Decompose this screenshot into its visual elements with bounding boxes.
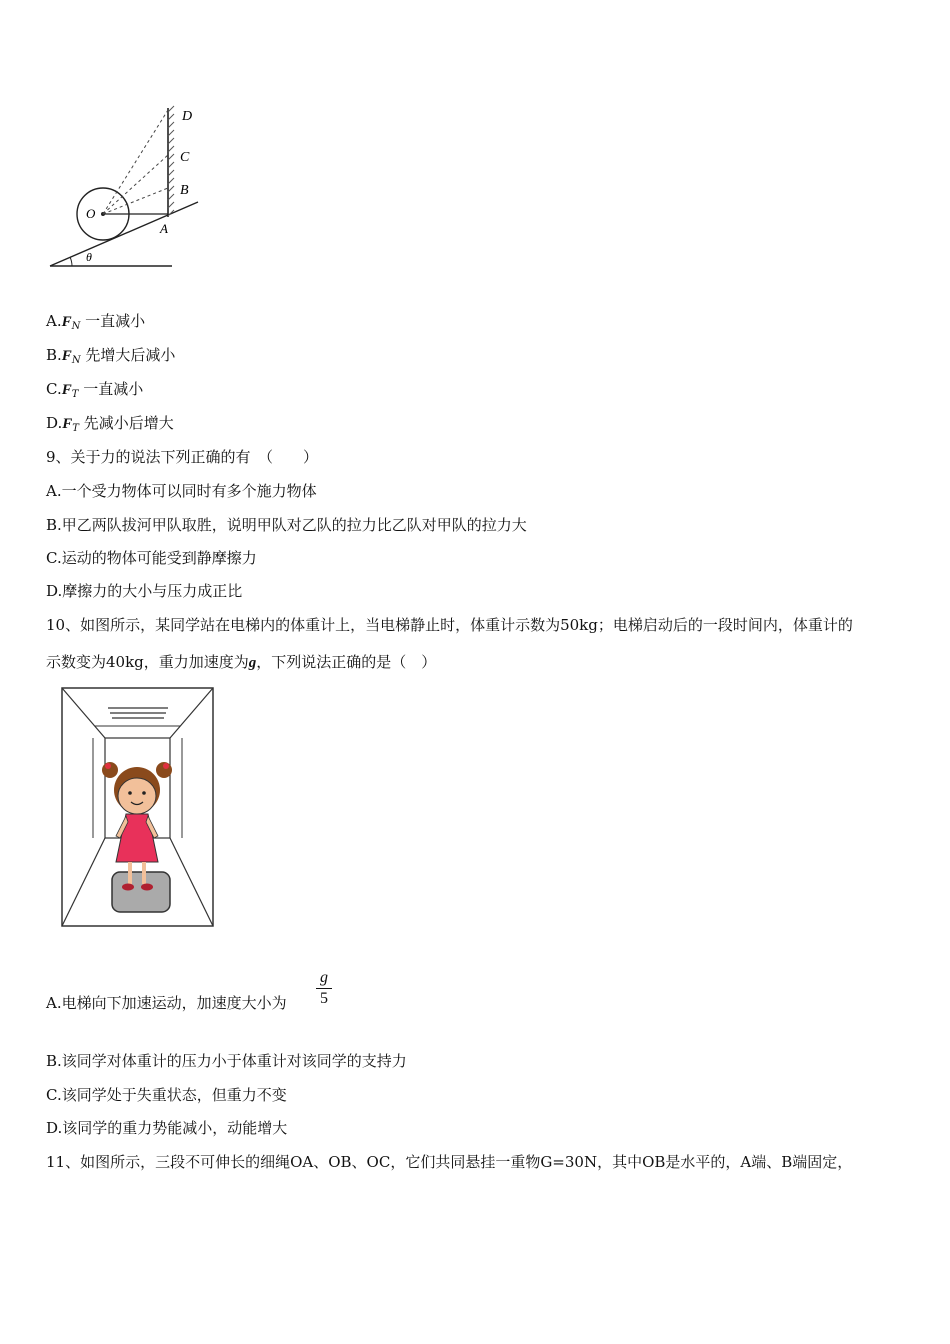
q9-option-a: A.一个受力物体可以同时有多个施力物体 [46, 482, 317, 500]
q8-option-c: $C.F_T$ 一直减小 [46, 380, 144, 400]
q8-option-b: $B.F_N$ 先增大后减小 [46, 346, 176, 366]
q8-option-a: $A.F_N$ 一直减小 [46, 312, 146, 332]
fraction-g-over-5: $\frac{g}{5}$ [316, 968, 332, 1009]
label-theta: θ [86, 250, 92, 264]
q10-option-a: A.电梯向下加速运动，加速度大小为 [46, 994, 287, 1012]
q9-option-c: C.运动的物体可能受到静摩擦力 [46, 549, 257, 567]
label-o: O [86, 206, 96, 221]
q10-stem-line1: 10、如图所示，某同学站在电梯内的体重计上，当电梯静止时，体重计示数为50kg；电梯启动后的一段时间内，体重计的 [46, 616, 853, 634]
q10-option-d: D.该同学的重力势能减小，动能增大 [46, 1119, 288, 1137]
q9-stem: 9、关于力的说法下列正确的有 （ ） [46, 448, 319, 466]
elevator-figure [60, 686, 216, 930]
q8-option-d: $D.F_T$ 先减小后增大 [46, 414, 174, 434]
q10-option-c: C.该同学处于失重状态，但重力不变 [46, 1086, 287, 1104]
q11-stem: 11、如图所示，三段不可伸长的细绳OA、OB、OC，它们共同悬挂一重物G=30N，其中OB是水平的，A端、B端固定， [46, 1153, 853, 1171]
label-b: B [180, 183, 189, 198]
q9-option-b: B.甲乙两队拔河甲队取胜，说明甲队对乙队的拉力比乙队对甲队的拉力大 [46, 516, 527, 534]
q10-option-b: B.该同学对体重计的压力小于体重计对该同学的支持力 [46, 1052, 407, 1070]
q9-option-d: D.摩擦力的大小与压力成正比 [46, 582, 243, 600]
incline-sphere-figure [46, 100, 216, 275]
q10-stem-line2: 示数变为40kg，重力加速度为g，下列说法正确的是（ ） [46, 653, 437, 671]
label-c: C [180, 150, 190, 165]
label-a: A [160, 221, 168, 236]
label-d: D [182, 109, 193, 124]
